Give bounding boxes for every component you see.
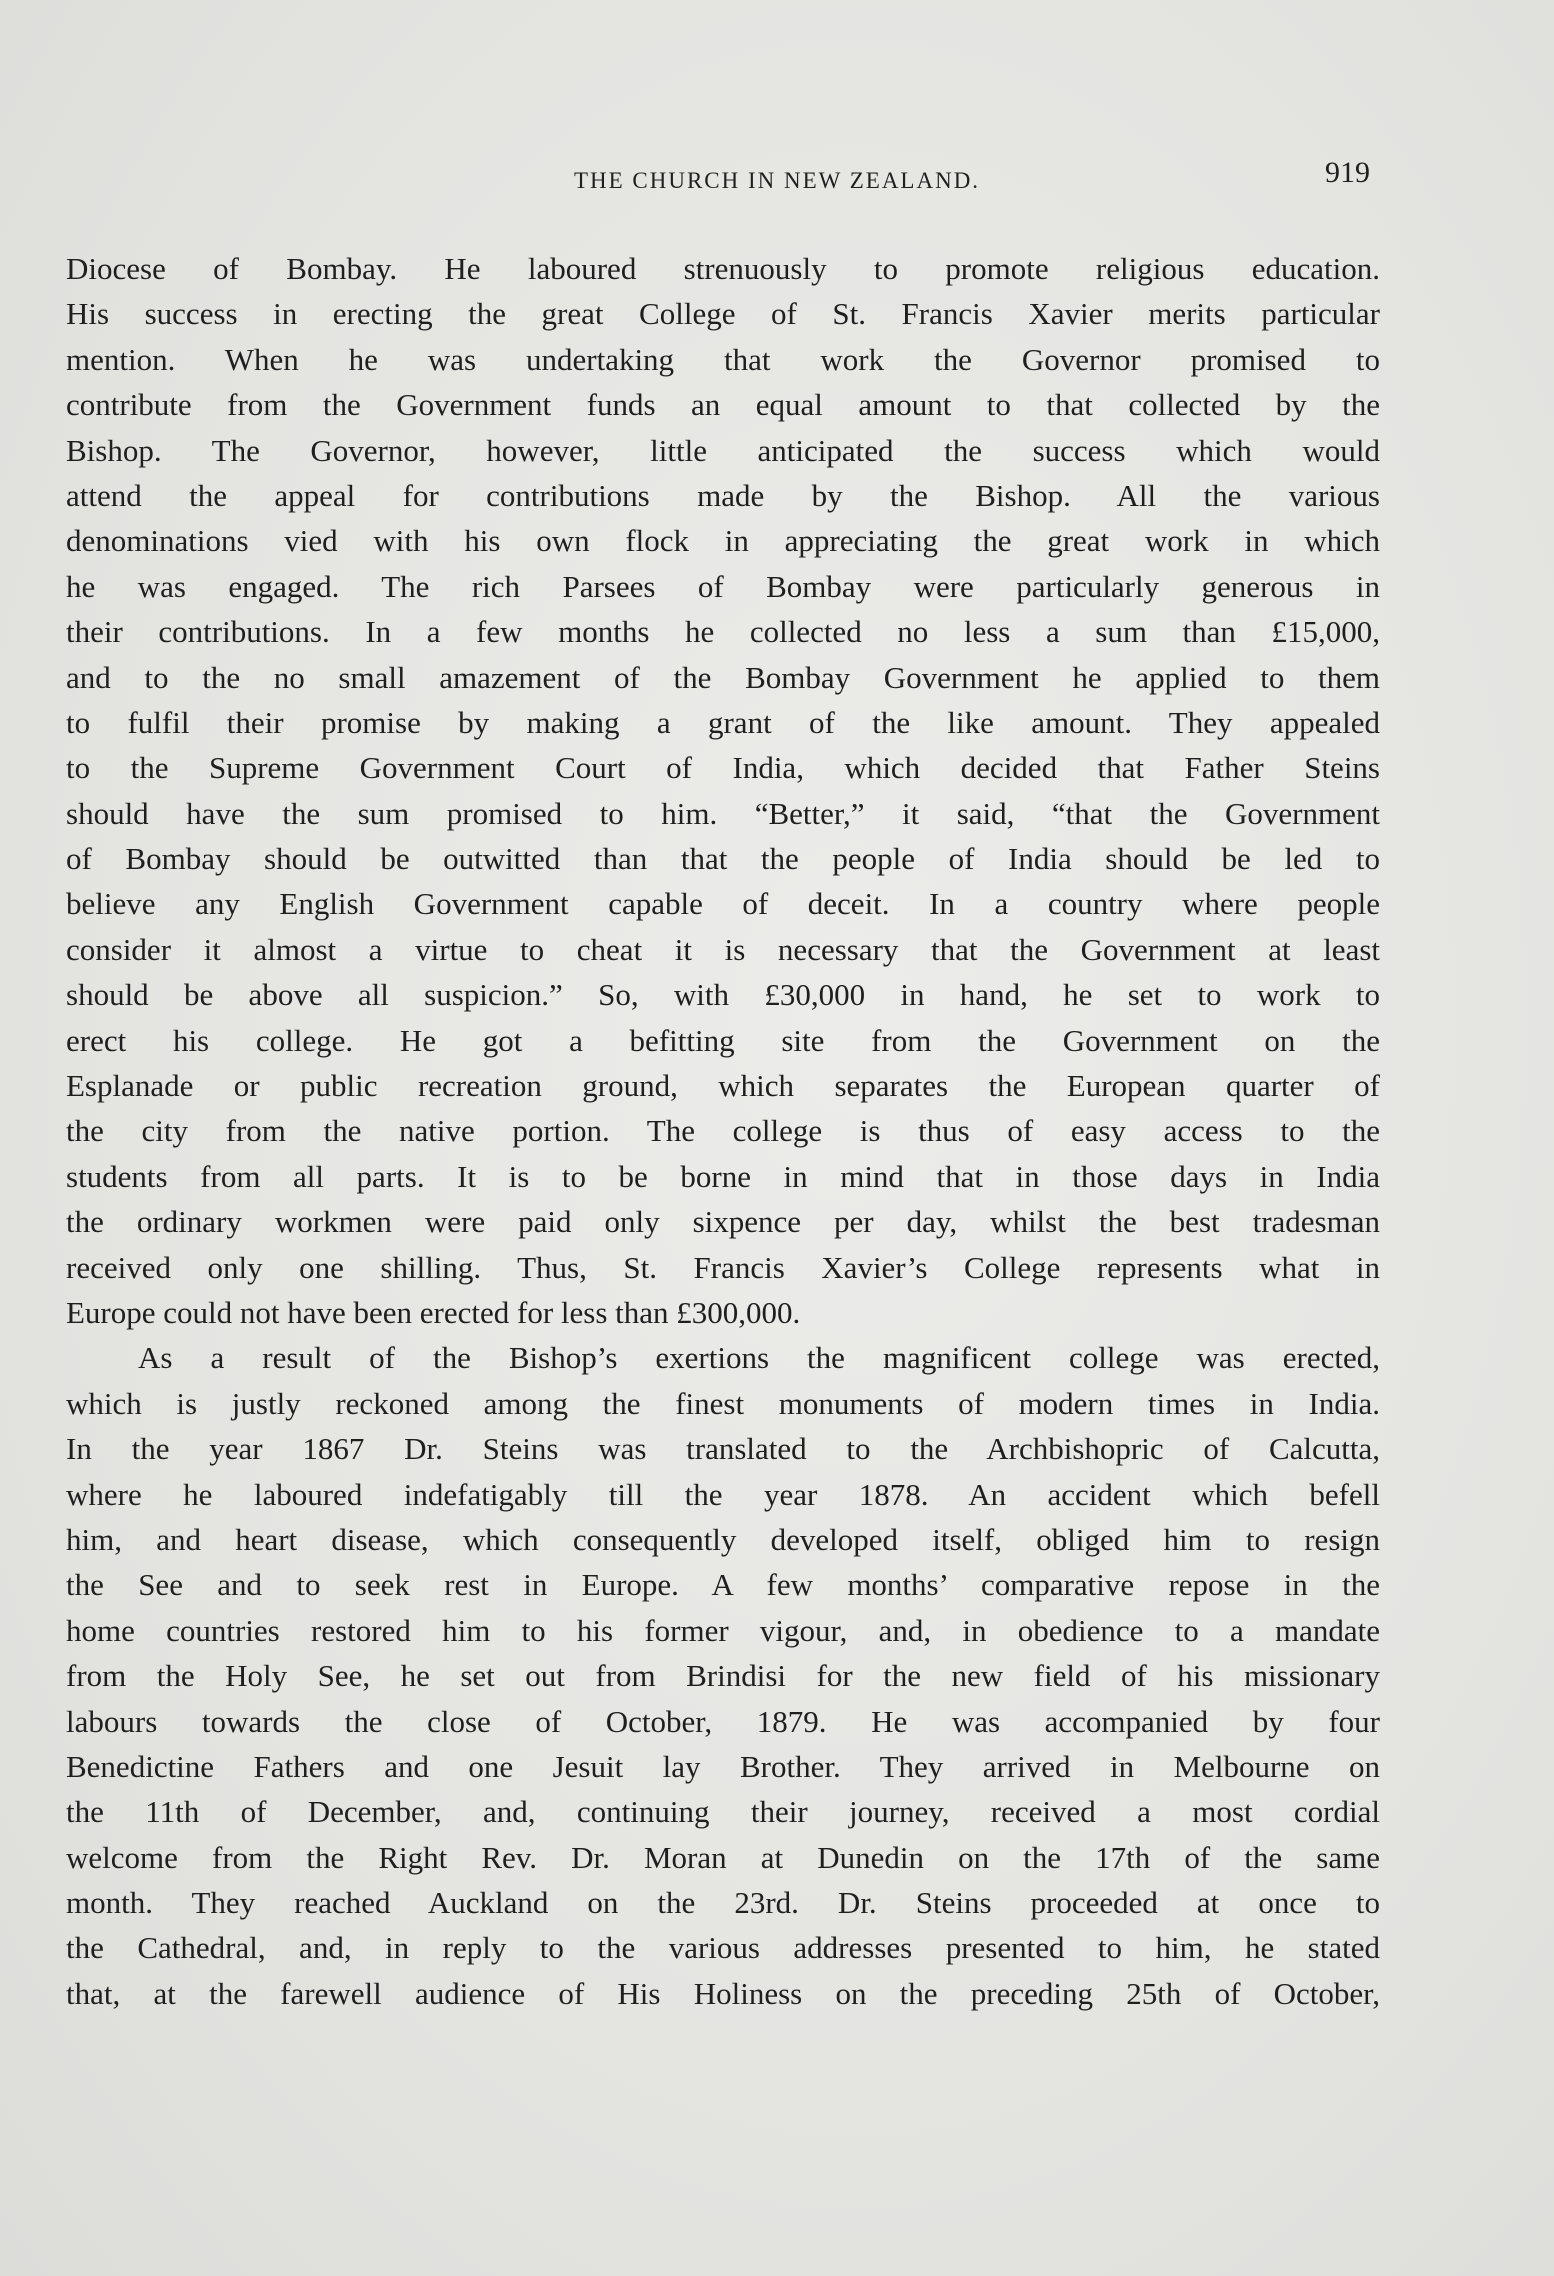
text-line: Europe could not have been erected for less than £300,000. [66,1294,801,1330]
running-head: THE CHURCH IN NEW ZEALAND. [573,168,981,193]
text-line: from the Holy See, he set out from Brindisi for the new field of his missionary [66,1658,1380,1694]
text-line: to the Supreme Government Court of India, which decided that Father Steins [66,750,1380,786]
text-line: welcome from the Right Rev. Dr. Moran at Dunedin on the 17th of the same [66,1839,1380,1875]
text-line: labours towards the close of October, 1879. He was accompanied by four [66,1703,1380,1739]
text-line: mention. When he was undertaking that work the Governor promised to [66,341,1380,377]
text-line: Diocese of Bombay. He laboured strenuously to promote religious education. [66,251,1380,286]
paragraph-1 [66,246,1380,1335]
text-line: consider it almost a virtue to cheat it is necessary that the Government at least [66,931,1380,967]
text-line: denominations vied with his own flock in appreciating the great work in which [66,523,1380,559]
page-number: 919 [1325,156,1370,189]
text-line: him, and heart disease, which consequently developed itself, obliged him to resign [66,1521,1380,1557]
text-line: the See and to seek rest in Europe. A few months’ comparative repose in the [66,1567,1380,1603]
text-line: students from all parts. It is to be borne in mind that in those days in India [66,1158,1380,1194]
text-line: erect his college. He got a befitting site from the Government on the [66,1022,1380,1058]
text-line: he was engaged. The rich Parsees of Bombay were particularly generous in [66,568,1380,604]
text-line: should have the sum promised to him. “Better,” it said, “that the Government [66,795,1380,831]
text-line: of Bombay should be outwitted than that the people of India should be led to [66,841,1380,877]
text-line: where he laboured indefatigably till the year 1878. An accident which befell [66,1476,1380,1512]
text-line: home countries restored him to his former vigour, and, in obedience to a mandate [66,1612,1380,1648]
text-line: In the year 1867 Dr. Steins was translated to the Archbishopric of Calcutta, [66,1431,1380,1467]
text-line: the ordinary workmen were paid only sixpence per day, whilst the best tradesman [66,1204,1380,1240]
text-line: attend the appeal for contributions made by the Bishop. All the various [66,477,1380,513]
text-line: Esplanade or public recreation ground, which separates the European quarter of [66,1068,1380,1104]
body-text [66,246,1380,2016]
text-line: month. They reached Auckland on the 23rd. Dr. Steins proceeded at once to [66,1885,1380,1921]
text-line: the 11th of December, and, continuing their journey, received a most cordial [66,1794,1380,1830]
text-line: the Cathedral, and, in reply to the various addresses presented to him, he stated [66,1930,1380,1966]
text-line: Benedictine Fathers and one Jesuit lay Brother. They arrived in Melbourne on [66,1748,1380,1784]
text-line: Bishop. The Governor, however, little anticipated the success which would [66,432,1380,468]
text-line: that, at the farewell audience of His Holiness on the preceding 25th of October, [66,1975,1380,2011]
text-line: and to the no small amazement of the Bombay Government he applied to them [66,659,1380,695]
text-line: received only one shilling. Thus, St. Francis Xavier’s College represents what in [66,1249,1380,1285]
text-line: to fulfil their promise by making a grant of the like amount. They appealed [66,704,1380,740]
text-line: the city from the native portion. The college is thus of easy access to the [66,1113,1380,1149]
text-line: which is justly reckoned among the finest monuments of modern times in India. [66,1385,1380,1421]
text-line: believe any English Government capable of deceit. In a country where people [66,886,1380,922]
text-line: As a result of the Bishop’s exertions the magnificent college was erected, [138,1340,1380,1376]
text-line: contribute from the Government funds an equal amount to that collected by the [66,387,1380,423]
text-line: should be above all suspicion.” So, with £30,000 in hand, he set to work to [66,977,1380,1013]
text-line: their contributions. In a few months he collected no less a sum than £15,000, [66,614,1380,650]
text-line: His success in erecting the great College of St. Francis Xavier merits particular [66,296,1380,332]
paragraph-2 [66,1335,1380,2016]
